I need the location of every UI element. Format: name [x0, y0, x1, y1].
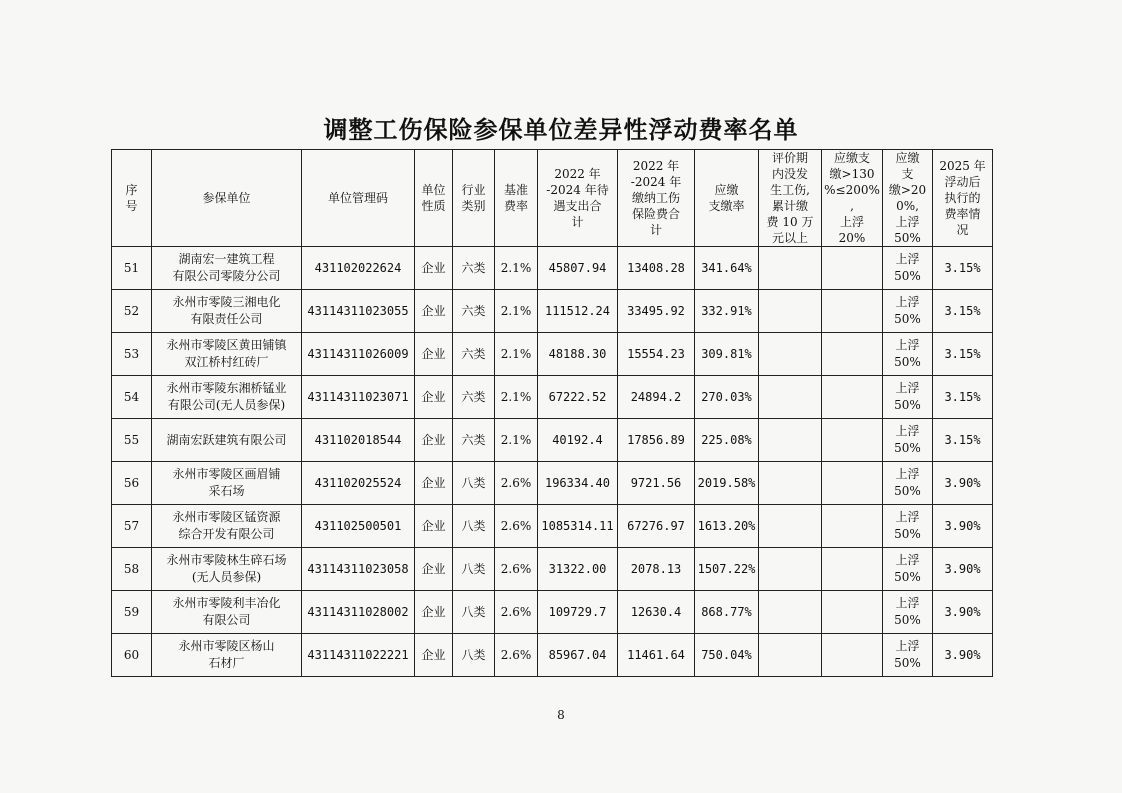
- cell-unit: 永州市零陵东湘桥锰业 有限公司(无人员参保): [152, 376, 302, 419]
- cell-rate-2025: 3.15%: [933, 290, 993, 333]
- cell-float-50: 上浮 50%: [883, 462, 933, 505]
- cell-premium: 12630.4: [618, 591, 695, 634]
- table-header-row: [112, 150, 993, 247]
- cell-rate-2025: 3.90%: [933, 462, 993, 505]
- cell-payout: 48188.30: [538, 333, 618, 376]
- cell-no-injury: [759, 591, 822, 634]
- page-number: 8: [557, 708, 565, 722]
- header-cell-no: 序 号: [112, 150, 152, 247]
- cell-code: 43114311026009: [302, 333, 415, 376]
- cell-base-rate: 2.1%: [495, 247, 538, 290]
- cell-category: 八类: [453, 462, 495, 505]
- cell-premium: 11461.64: [618, 634, 695, 677]
- cell-payout: 1085314.11: [538, 505, 618, 548]
- table-row: [112, 419, 993, 462]
- cell-category: 六类: [453, 376, 495, 419]
- cell-premium: 15554.23: [618, 333, 695, 376]
- cell-base-rate: 2.6%: [495, 505, 538, 548]
- cell-float-50: 上浮 50%: [883, 505, 933, 548]
- cell-category: 六类: [453, 419, 495, 462]
- header-cell-unit: 参保单位: [152, 150, 302, 247]
- cell-rate-2025: 3.15%: [933, 419, 993, 462]
- cell-code: 43114311023071: [302, 376, 415, 419]
- cell-premium: 9721.56: [618, 462, 695, 505]
- cell-nature: 企业: [415, 290, 453, 333]
- cell-no-injury: [759, 247, 822, 290]
- cell-no: 51: [112, 247, 152, 290]
- cell-no: 53: [112, 333, 152, 376]
- cell-float-20: [822, 548, 883, 591]
- cell-no-injury: [759, 505, 822, 548]
- cell-payout: 45807.94: [538, 247, 618, 290]
- cell-payout: 67222.52: [538, 376, 618, 419]
- cell-float-20: [822, 462, 883, 505]
- cell-no: 52: [112, 290, 152, 333]
- cell-ratio: 225.08%: [695, 419, 759, 462]
- cell-unit: 永州市零陵区画眉铺 采石场: [152, 462, 302, 505]
- cell-category: 八类: [453, 591, 495, 634]
- cell-nature: 企业: [415, 419, 453, 462]
- header-cell-code: 单位管理码: [302, 150, 415, 247]
- cell-payout: 111512.24: [538, 290, 618, 333]
- cell-premium: 67276.97: [618, 505, 695, 548]
- cell-rate-2025: 3.90%: [933, 634, 993, 677]
- cell-unit: 永州市零陵利丰冶化 有限公司: [152, 591, 302, 634]
- cell-rate-2025: 3.90%: [933, 548, 993, 591]
- header-cell-payout: 2022 年 -2024 年待 遇支出合 计: [538, 150, 618, 247]
- cell-nature: 企业: [415, 505, 453, 548]
- cell-float-50: 上浮 50%: [883, 376, 933, 419]
- cell-float-50: 上浮 50%: [883, 548, 933, 591]
- header-cell-premium: 2022 年 -2024 年 缴纳工伤 保险费合 计: [618, 150, 695, 247]
- table-body: [112, 150, 993, 677]
- cell-float-50: 上浮 50%: [883, 290, 933, 333]
- cell-rate-2025: 3.90%: [933, 591, 993, 634]
- cell-rate-2025: 3.90%: [933, 505, 993, 548]
- cell-float-20: [822, 591, 883, 634]
- cell-nature: 企业: [415, 591, 453, 634]
- cell-category: 八类: [453, 505, 495, 548]
- cell-category: 六类: [453, 333, 495, 376]
- cell-premium: 33495.92: [618, 290, 695, 333]
- cell-ratio: 270.03%: [695, 376, 759, 419]
- cell-rate-2025: 3.15%: [933, 333, 993, 376]
- table-row: [112, 462, 993, 505]
- cell-float-20: [822, 290, 883, 333]
- cell-nature: 企业: [415, 634, 453, 677]
- cell-float-20: [822, 247, 883, 290]
- cell-nature: 企业: [415, 333, 453, 376]
- cell-nature: 企业: [415, 548, 453, 591]
- cell-ratio: 750.04%: [695, 634, 759, 677]
- cell-code: 431102025524: [302, 462, 415, 505]
- table-row: [112, 634, 993, 677]
- header-cell-no-injury: 评价期 内没发 生工伤, 累计缴 费 10 万 元以上: [759, 150, 822, 247]
- cell-nature: 企业: [415, 462, 453, 505]
- table-row: [112, 333, 993, 376]
- cell-no: 59: [112, 591, 152, 634]
- cell-code: 43114311022221: [302, 634, 415, 677]
- header-cell-float-20: 应缴支 缴>130 %≤200% , 上浮 20%: [822, 150, 883, 247]
- cell-unit: 永州市零陵区锰资源 综合开发有限公司: [152, 505, 302, 548]
- header-cell-float-50: 应缴 支 缴>20 0%, 上浮 50%: [883, 150, 933, 247]
- cell-ratio: 868.77%: [695, 591, 759, 634]
- cell-premium: 13408.28: [618, 247, 695, 290]
- cell-float-20: [822, 333, 883, 376]
- cell-unit: 湖南宏跃建筑有限公司: [152, 419, 302, 462]
- cell-ratio: 1507.22%: [695, 548, 759, 591]
- rate-table: [111, 149, 993, 677]
- cell-code: 43114311028002: [302, 591, 415, 634]
- cell-unit: 永州市零陵三湘电化 有限责任公司: [152, 290, 302, 333]
- cell-code: 431102018544: [302, 419, 415, 462]
- cell-no-injury: [759, 333, 822, 376]
- header-cell-nature: 单位 性质: [415, 150, 453, 247]
- table-row: [112, 376, 993, 419]
- cell-base-rate: 2.6%: [495, 548, 538, 591]
- cell-float-50: 上浮 50%: [883, 247, 933, 290]
- header-cell-category: 行业 类别: [453, 150, 495, 247]
- cell-base-rate: 2.6%: [495, 634, 538, 677]
- cell-base-rate: 2.1%: [495, 419, 538, 462]
- cell-float-20: [822, 505, 883, 548]
- cell-no-injury: [759, 462, 822, 505]
- cell-float-50: 上浮 50%: [883, 419, 933, 462]
- table-row: [112, 591, 993, 634]
- cell-payout: 85967.04: [538, 634, 618, 677]
- cell-no-injury: [759, 290, 822, 333]
- cell-category: 八类: [453, 548, 495, 591]
- cell-code: 43114311023055: [302, 290, 415, 333]
- cell-unit: 永州市零陵区黄田铺镇 双江桥村红砖厂: [152, 333, 302, 376]
- cell-no-injury: [759, 634, 822, 677]
- cell-no: 60: [112, 634, 152, 677]
- cell-float-20: [822, 419, 883, 462]
- header-cell-rate-2025: 2025 年 浮动后 执行的 费率情 况: [933, 150, 993, 247]
- cell-base-rate: 2.1%: [495, 376, 538, 419]
- document-title: 调整工伤保险参保单位差异性浮动费率名单: [323, 116, 799, 144]
- cell-payout: 40192.4: [538, 419, 618, 462]
- cell-category: 六类: [453, 290, 495, 333]
- cell-premium: 24894.2: [618, 376, 695, 419]
- cell-unit: 永州市零陵林生碎石场 (无人员参保): [152, 548, 302, 591]
- cell-base-rate: 2.6%: [495, 462, 538, 505]
- cell-base-rate: 2.1%: [495, 290, 538, 333]
- header-cell-base-rate: 基准 费率: [495, 150, 538, 247]
- cell-no: 54: [112, 376, 152, 419]
- cell-rate-2025: 3.15%: [933, 376, 993, 419]
- table-row: [112, 505, 993, 548]
- cell-ratio: 341.64%: [695, 247, 759, 290]
- cell-ratio: 2019.58%: [695, 462, 759, 505]
- cell-float-50: 上浮 50%: [883, 333, 933, 376]
- table-row: [112, 290, 993, 333]
- table-row: [112, 247, 993, 290]
- cell-premium: 17856.89: [618, 419, 695, 462]
- cell-payout: 109729.7: [538, 591, 618, 634]
- cell-ratio: 332.91%: [695, 290, 759, 333]
- cell-payout: 196334.40: [538, 462, 618, 505]
- cell-float-20: [822, 376, 883, 419]
- cell-no-injury: [759, 376, 822, 419]
- cell-float-50: 上浮 50%: [883, 634, 933, 677]
- cell-float-50: 上浮 50%: [883, 591, 933, 634]
- cell-category: 六类: [453, 247, 495, 290]
- cell-premium: 2078.13: [618, 548, 695, 591]
- cell-no: 56: [112, 462, 152, 505]
- cell-unit: 永州市零陵区杨山 石材厂: [152, 634, 302, 677]
- cell-nature: 企业: [415, 376, 453, 419]
- cell-code: 43114311023058: [302, 548, 415, 591]
- cell-ratio: 1613.20%: [695, 505, 759, 548]
- cell-no-injury: [759, 419, 822, 462]
- cell-payout: 31322.00: [538, 548, 618, 591]
- cell-code: 431102500501: [302, 505, 415, 548]
- cell-no-injury: [759, 548, 822, 591]
- cell-no: 57: [112, 505, 152, 548]
- cell-no: 55: [112, 419, 152, 462]
- table-row: [112, 548, 993, 591]
- cell-float-20: [822, 634, 883, 677]
- cell-unit: 湖南宏一建筑工程 有限公司零陵分公司: [152, 247, 302, 290]
- cell-code: 431102022624: [302, 247, 415, 290]
- cell-base-rate: 2.6%: [495, 591, 538, 634]
- cell-base-rate: 2.1%: [495, 333, 538, 376]
- cell-category: 八类: [453, 634, 495, 677]
- cell-rate-2025: 3.15%: [933, 247, 993, 290]
- cell-ratio: 309.81%: [695, 333, 759, 376]
- cell-nature: 企业: [415, 247, 453, 290]
- header-cell-ratio: 应缴 支缴率: [695, 150, 759, 247]
- cell-no: 58: [112, 548, 152, 591]
